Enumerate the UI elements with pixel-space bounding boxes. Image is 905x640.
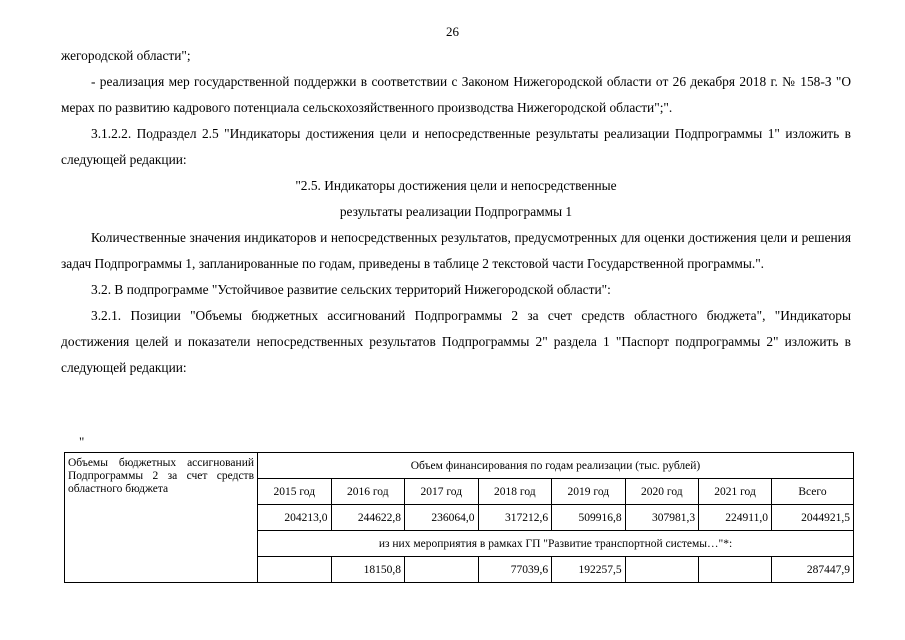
- sub-header-cell: из них мероприятия в рамках ГП "Развитие транспортной системы…"*:: [258, 531, 854, 557]
- sub-value-cell: [405, 557, 479, 583]
- paragraph-state-support: - реализация мер государственной поддержки в соответствии с Законом Нижегородской области от 26 декабря 2018 г. № 158-З "О мерах по развитию кадрового потенциала сельскохозяйственного производства Нижегородской области";".: [61, 74, 851, 115]
- sub-value-cell: [625, 557, 699, 583]
- table-header: Объем финансирования по годам реализации (тыс. рублей): [258, 453, 854, 479]
- year-cell: 2017 год: [405, 479, 479, 505]
- total-header-cell: Всего: [771, 479, 853, 505]
- value-cell: 307981,3: [625, 505, 699, 531]
- value-cell: 236064,0: [405, 505, 479, 531]
- value-cell: 224911,0: [699, 505, 772, 531]
- year-cell: 2020 год: [625, 479, 699, 505]
- value-cell: 317212,6: [478, 505, 552, 531]
- section-heading-line-2: результаты реализации Подпрограммы 1: [339, 204, 573, 219]
- value-cell: 509916,8: [552, 505, 626, 531]
- paragraph-indicators: Количественные значения индикаторов и непосредственных результатов, предусмотренных для оценки достижения цели и решения задач Подпрограммы 1, запланированные по годам, приведены в таблице 2 текстовой части Государственной программы.".: [61, 230, 851, 271]
- value-cell: 244622,8: [331, 505, 405, 531]
- year-cell: 2018 год: [478, 479, 552, 505]
- table-row: [65, 453, 854, 479]
- body-text: [61, 43, 851, 381]
- sub-value-cell: [258, 557, 332, 583]
- paragraph-continuation: жегородской области";: [61, 48, 191, 63]
- sub-value-cell: [699, 557, 772, 583]
- year-cell: 2016 год: [331, 479, 405, 505]
- paragraph-3-2-1: 3.2.1. Позиции "Объемы бюджетных ассигнований Подпрограммы 2 за счет средств областного бюджета", "Индикаторы достижения целей и показатели непосредственных результатов Подпрограммы 2" раздела 1 "Паспорт подпрограммы 2" изложить в следующей редакции:: [61, 308, 851, 375]
- value-cell: 204213,0: [258, 505, 332, 531]
- financing-table: [64, 452, 854, 583]
- year-cell: 2015 год: [258, 479, 332, 505]
- paragraph-3-2: 3.2. В подпрограмме "Устойчивое развитие сельских территорий Нижегородской области":: [91, 282, 611, 297]
- page-number: 26: [446, 24, 459, 39]
- paragraph-3-1-2-2: 3.1.2.2. Подраздел 2.5 "Индикаторы достижения цели и непосредственные результаты реализации Подпрограммы 1" изложить в следующей редакции:: [61, 126, 851, 167]
- opening-quote: ": [79, 434, 85, 449]
- sub-value-cell: 77039,6: [478, 557, 552, 583]
- sub-value-cell: 192257,5: [552, 557, 626, 583]
- sub-value-cell: 18150,8: [331, 557, 405, 583]
- row-label-cell: Объемы бюджетных ассигнований Подпрограммы 2 за счет средств областного бюджета: [65, 453, 258, 583]
- year-cell: 2019 год: [552, 479, 626, 505]
- section-heading-line-1: "2.5. Индикаторы достижения цели и непосредственные: [295, 178, 617, 193]
- year-cell: 2021 год: [699, 479, 772, 505]
- total-value-cell: 2044921,5: [771, 505, 853, 531]
- sub-total-cell: 287447,9: [771, 557, 853, 583]
